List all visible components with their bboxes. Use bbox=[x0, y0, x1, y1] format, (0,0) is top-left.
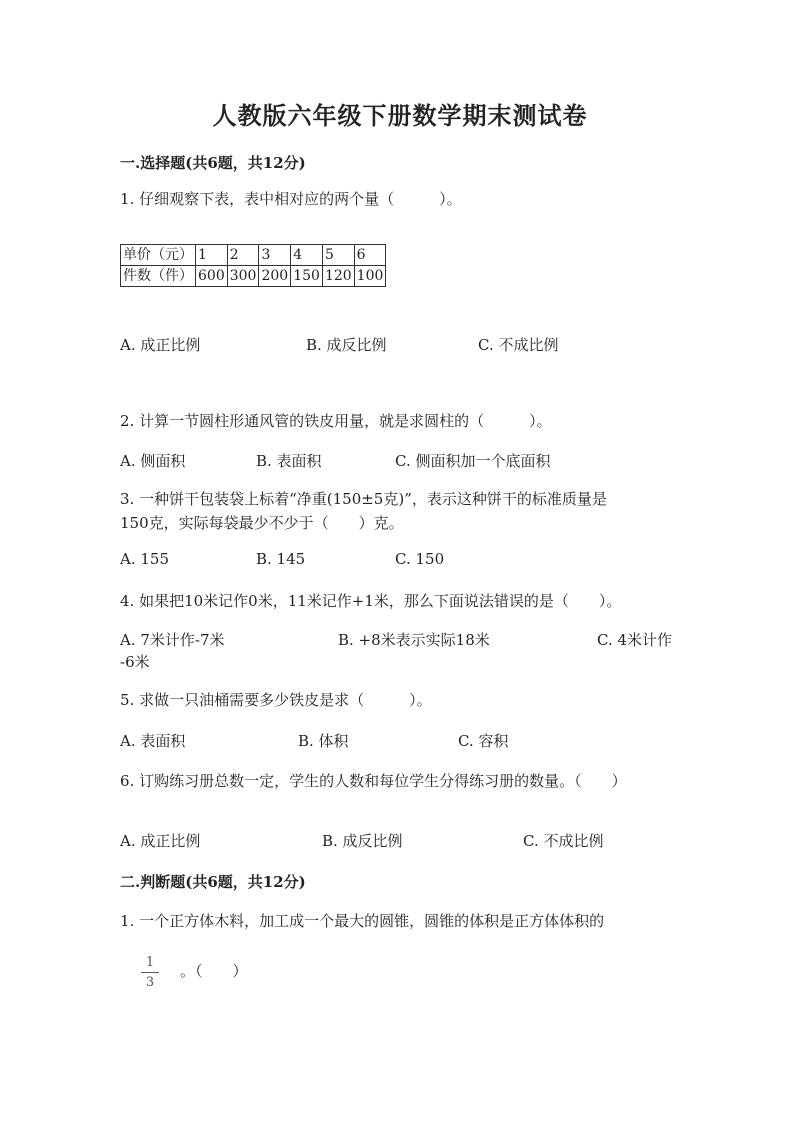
option-c: C. 不成比例 bbox=[523, 832, 604, 850]
table-cell: 100 bbox=[354, 266, 386, 287]
table-cell: 4 bbox=[291, 245, 323, 266]
table-cell: 300 bbox=[227, 266, 259, 287]
option-b: B. 成反比例 bbox=[306, 336, 387, 354]
option-c: C. 侧面积加一个底面积 bbox=[395, 452, 551, 470]
table-cell: 600 bbox=[196, 266, 228, 287]
question-2-text: 2. 计算一节圆柱形通风管的铁皮用量，就是求圆柱的（ ）。 bbox=[120, 412, 552, 430]
table-row bbox=[121, 245, 386, 266]
table-cell: 6 bbox=[354, 245, 386, 266]
question-4-text: 4. 如果把10米记作0米，11米记作+1米，那么下面说法错误的是（ ）。 bbox=[120, 592, 622, 610]
section-heading-judgement: 二.判断题(共6题，共12分) bbox=[120, 873, 306, 891]
section-heading-choice: 一.选择题(共6题，共12分) bbox=[120, 154, 306, 172]
option-a: A. 成正比例 bbox=[120, 336, 201, 354]
judgement-1-tail: 。（ ） bbox=[180, 962, 248, 980]
question-6-text: 6. 订购练习册总数一定，学生的人数和每位学生分得练习册的数量。（ ） bbox=[120, 772, 627, 790]
table-cell: 150 bbox=[291, 266, 323, 287]
price-quantity-table bbox=[120, 244, 386, 287]
fraction-denominator: 3 bbox=[145, 975, 155, 990]
option-c: C. 150 bbox=[395, 550, 445, 568]
question-3-text-line2: 150克，实际每袋最少不少于（ ）克。 bbox=[120, 514, 404, 532]
fraction-numerator: 1 bbox=[145, 955, 155, 970]
table-cell: 件数（件） bbox=[121, 266, 196, 287]
option-a: A. 155 bbox=[120, 550, 169, 568]
option-c-continued: -6米 bbox=[120, 653, 150, 671]
fraction-one-third bbox=[140, 954, 160, 991]
table-cell: 5 bbox=[322, 245, 354, 266]
option-b: B. 成反比例 bbox=[322, 832, 403, 850]
table-cell: 2 bbox=[227, 245, 259, 266]
option-a: A. 侧面积 bbox=[120, 452, 186, 470]
question-1-text: 1. 仔细观察下表，表中相对应的两个量（ ）。 bbox=[120, 190, 462, 208]
table-cell: 1 bbox=[196, 245, 228, 266]
option-a: A. 表面积 bbox=[120, 732, 186, 750]
option-b: B. 表面积 bbox=[256, 452, 322, 470]
option-b: B. 体积 bbox=[298, 732, 349, 750]
table-cell: 120 bbox=[322, 266, 354, 287]
option-c: C. 不成比例 bbox=[478, 336, 559, 354]
option-a: A. 成正比例 bbox=[120, 832, 201, 850]
table-row bbox=[121, 266, 386, 287]
judgement-1-text: 1. 一个正方体木料，加工成一个最大的圆锥，圆锥的体积是正方体体积的 bbox=[120, 912, 605, 930]
question-3-text-line1: 3. 一种饼干包装袋上标着“净重(150±5克)”，表示这种饼干的标准质量是 bbox=[120, 490, 607, 508]
option-b: B. +8米表示实际18米 bbox=[338, 631, 490, 649]
question-5-text: 5. 求做一只油桶需要多少铁皮是求（ ）。 bbox=[120, 691, 432, 709]
table-cell: 单价（元） bbox=[121, 245, 196, 266]
table-cell: 3 bbox=[259, 245, 291, 266]
option-c: C. 容积 bbox=[458, 732, 509, 750]
option-a: A. 7米计作-7米 bbox=[120, 631, 225, 649]
fraction-bar bbox=[141, 972, 159, 973]
option-b: B. 145 bbox=[256, 550, 306, 568]
table-cell: 200 bbox=[259, 266, 291, 287]
option-c: C. 4米计作 bbox=[597, 631, 673, 649]
page-title: 人教版六年级下册数学期末测试卷 bbox=[212, 101, 588, 130]
